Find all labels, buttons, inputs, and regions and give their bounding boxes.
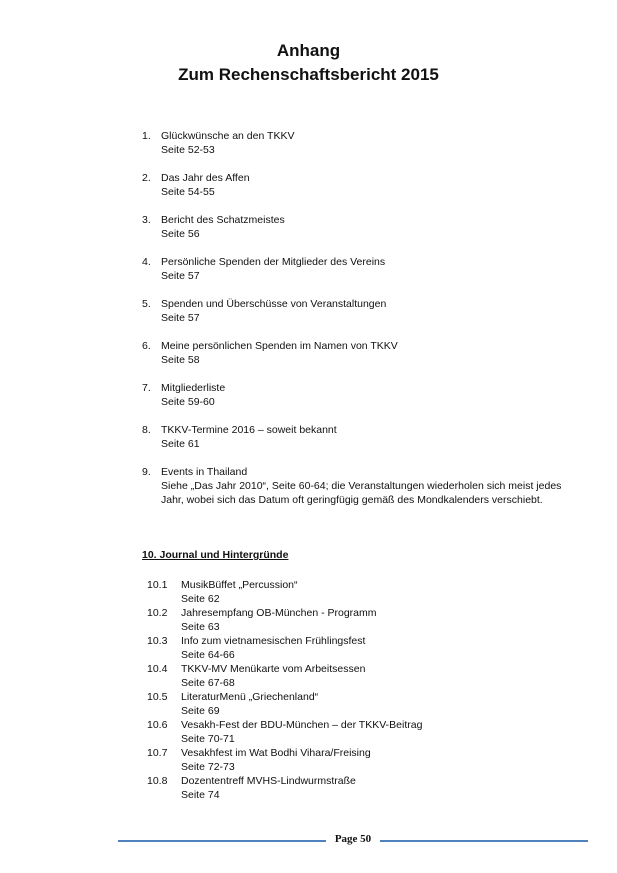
item-page: Seite 61 bbox=[161, 438, 200, 450]
item-title: Jahresempfang OB-München - Programm bbox=[181, 607, 377, 619]
item-page: Seite 69 bbox=[181, 705, 220, 717]
item-title: Spenden und Überschüsse von Veranstaltungen bbox=[161, 298, 387, 310]
list-item bbox=[147, 718, 547, 746]
item-page: Seite 63 bbox=[181, 621, 220, 633]
item-title: LiteraturMenü „Griechenland“ bbox=[181, 691, 319, 703]
item-number: 5. bbox=[142, 298, 151, 310]
item-page: Seite 59-60 bbox=[161, 396, 215, 408]
item-number: 2. bbox=[142, 172, 151, 184]
item-title: Persönliche Spenden der Mitglieder des Vereins bbox=[161, 256, 386, 268]
item-number: 3. bbox=[142, 214, 151, 226]
list-item bbox=[142, 423, 572, 451]
page-title: Anhang bbox=[276, 41, 341, 60]
list-item bbox=[142, 129, 572, 157]
item-title: Bericht des Schatzmeistes bbox=[161, 214, 285, 226]
list-item bbox=[147, 662, 547, 690]
item-page: Siehe „Das Jahr 2010“, Seite 60-64; die Veranstaltungen wiederholen sich meist jedes Jahr, wobei sich das Datum oft geringfügig gemäß des Mondkalenders verschiebt. bbox=[161, 480, 562, 506]
list-item bbox=[142, 297, 572, 325]
item-number: 10.7 bbox=[147, 747, 168, 759]
item-title: MusikBüffet „Percussion“ bbox=[181, 579, 298, 591]
item-page: Seite 54-55 bbox=[161, 186, 215, 198]
list-item bbox=[142, 339, 572, 367]
item-number: 10.6 bbox=[147, 719, 168, 731]
item-page: Seite 74 bbox=[181, 789, 220, 801]
item-title: TKKV-MV Menükarte vom Arbeitsessen bbox=[181, 663, 366, 675]
item-number: 10.3 bbox=[147, 635, 168, 647]
item-title: TKKV-Termine 2016 – soweit bekannt bbox=[161, 424, 337, 436]
item-page: Seite 52-53 bbox=[161, 144, 215, 156]
page-number: Page 50 bbox=[334, 833, 372, 845]
item-title: Vesakh-Fest der BDU-München – der TKKV-Beitrag bbox=[181, 719, 423, 731]
page-subtitle: Zum Rechenschaftsbericht 2015 bbox=[178, 65, 439, 84]
item-page: Seite 67-68 bbox=[181, 677, 235, 689]
list-item bbox=[147, 606, 547, 634]
section-heading: 10. Journal und Hintergründe bbox=[142, 549, 289, 561]
item-number: 10.1 bbox=[147, 579, 168, 591]
item-title: Glückwünsche an den TKKV bbox=[161, 130, 295, 142]
item-title: Info zum vietnamesischen Frühlingsfest bbox=[181, 635, 366, 647]
list-item bbox=[147, 634, 547, 662]
item-page: Seite 72-73 bbox=[181, 761, 235, 773]
item-title: Meine persönlichen Spenden im Namen von TKKV bbox=[161, 340, 398, 352]
item-page: Seite 62 bbox=[181, 593, 220, 605]
item-page: Seite 57 bbox=[161, 312, 200, 324]
item-number: 4. bbox=[142, 256, 151, 268]
item-number: 10.4 bbox=[147, 663, 168, 675]
item-number: 10.2 bbox=[147, 607, 168, 619]
footer-rule-right bbox=[380, 840, 588, 842]
list-item bbox=[142, 213, 572, 241]
item-number: 7. bbox=[142, 382, 151, 394]
item-title: Das Jahr des Affen bbox=[161, 172, 250, 184]
item-number: 6. bbox=[142, 340, 151, 352]
item-number: 8. bbox=[142, 424, 151, 436]
item-title: Dozententreff MVHS-Lindwurmstraße bbox=[181, 775, 356, 787]
list-item bbox=[147, 578, 547, 606]
item-page: Seite 56 bbox=[161, 228, 200, 240]
list-item bbox=[147, 690, 547, 718]
item-page: Seite 64-66 bbox=[181, 649, 235, 661]
list-item bbox=[147, 774, 547, 802]
item-title: Mitgliederliste bbox=[161, 382, 226, 394]
list-item bbox=[142, 465, 572, 507]
list-item bbox=[142, 381, 572, 409]
item-number: 10.5 bbox=[147, 691, 168, 703]
item-title: Events in Thailand bbox=[161, 466, 248, 478]
footer-rule-left bbox=[118, 840, 326, 842]
item-page: Seite 57 bbox=[161, 270, 200, 282]
list-item bbox=[142, 255, 572, 283]
item-page: Seite 58 bbox=[161, 354, 200, 366]
item-title: Vesakhfest im Wat Bodhi Vihara/Freising bbox=[181, 747, 371, 759]
item-number: 10.8 bbox=[147, 775, 168, 787]
item-number: 9. bbox=[142, 466, 151, 478]
list-item bbox=[142, 171, 572, 199]
item-number: 1. bbox=[142, 130, 151, 142]
item-page: Seite 70-71 bbox=[181, 733, 235, 745]
list-item bbox=[147, 746, 547, 774]
